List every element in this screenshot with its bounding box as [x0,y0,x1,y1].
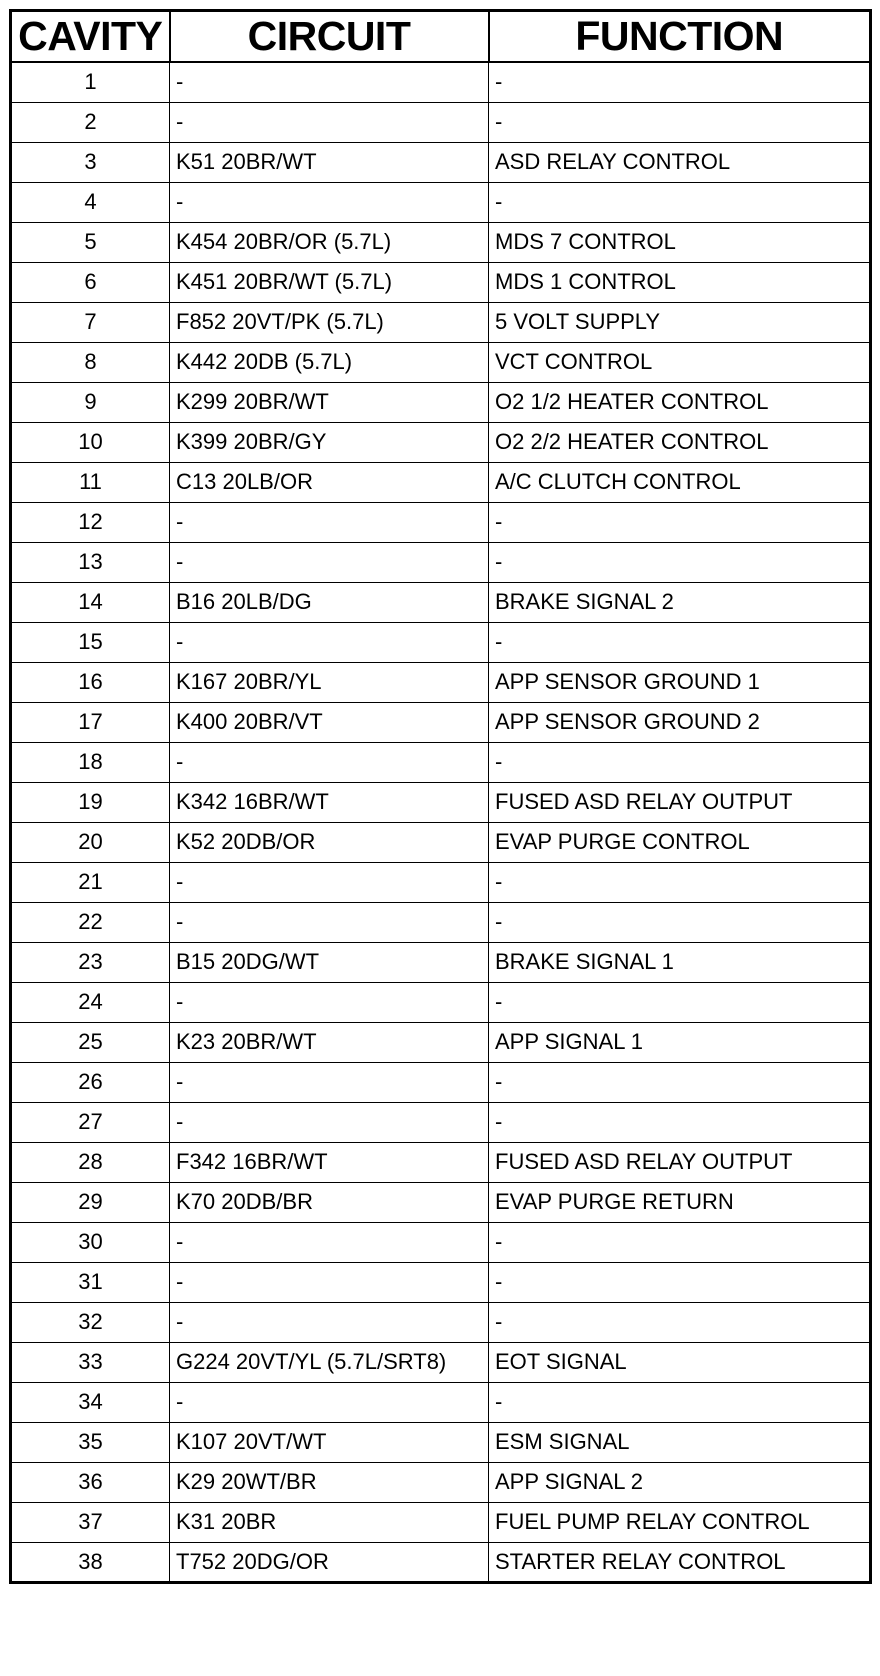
cavity-cell: 18 [11,742,170,782]
table-row [11,142,871,182]
cavity-cell: 35 [11,1422,170,1462]
function-cell: - [489,62,871,102]
table-header [11,11,871,63]
function-cell: - [489,182,871,222]
circuit-cell: K31 20BR [170,1502,489,1542]
function-cell: MDS 7 CONTROL [489,222,871,262]
table-row [11,1262,871,1302]
cavity-cell: 24 [11,982,170,1022]
function-cell: - [489,982,871,1022]
table-row [11,782,871,822]
circuit-cell: B15 20DG/WT [170,942,489,982]
table-row [11,502,871,542]
cavity-cell: 2 [11,102,170,142]
cavity-cell: 19 [11,782,170,822]
table-row [11,62,871,102]
table-row [11,1222,871,1262]
circuit-cell: - [170,1382,489,1422]
cavity-cell: 12 [11,502,170,542]
function-cell: - [489,1262,871,1302]
table-row [11,1022,871,1062]
function-cell: - [489,102,871,142]
function-cell: FUSED ASD RELAY OUTPUT [489,782,871,822]
header-row [11,11,871,63]
circuit-cell: - [170,182,489,222]
function-cell: - [489,1102,871,1142]
table-row [11,422,871,462]
cavity-cell: 9 [11,382,170,422]
circuit-cell: - [170,862,489,902]
function-cell: - [489,1222,871,1262]
function-cell: EOT SIGNAL [489,1342,871,1382]
cavity-cell: 26 [11,1062,170,1102]
circuit-cell: - [170,62,489,102]
table-row [11,182,871,222]
circuit-cell: - [170,742,489,782]
cavity-cell: 11 [11,462,170,502]
connector-pinout-sheet [9,9,869,1584]
function-cell: STARTER RELAY CONTROL [489,1542,871,1582]
function-cell: - [489,862,871,902]
function-cell: - [489,502,871,542]
circuit-cell: F852 20VT/PK (5.7L) [170,302,489,342]
function-cell: APP SENSOR GROUND 2 [489,702,871,742]
cavity-cell: 3 [11,142,170,182]
circuit-cell: K454 20BR/OR (5.7L) [170,222,489,262]
cavity-cell: 10 [11,422,170,462]
cavity-cell: 20 [11,822,170,862]
cavity-cell: 31 [11,1262,170,1302]
table-row [11,1382,871,1422]
circuit-cell: K399 20BR/GY [170,422,489,462]
table-row [11,662,871,702]
circuit-cell: - [170,622,489,662]
table-row [11,742,871,782]
function-cell: 5 VOLT SUPPLY [489,302,871,342]
table-row [11,902,871,942]
function-cell: APP SENSOR GROUND 1 [489,662,871,702]
circuit-cell: - [170,542,489,582]
function-cell: ASD RELAY CONTROL [489,142,871,182]
table-row [11,342,871,382]
header-function: FUNCTION [489,11,871,63]
function-cell: O2 2/2 HEATER CONTROL [489,422,871,462]
function-cell: - [489,542,871,582]
cavity-cell: 5 [11,222,170,262]
cavity-cell: 23 [11,942,170,982]
circuit-cell: K451 20BR/WT (5.7L) [170,262,489,302]
circuit-cell: K107 20VT/WT [170,1422,489,1462]
circuit-cell: - [170,1102,489,1142]
cavity-cell: 21 [11,862,170,902]
cavity-cell: 16 [11,662,170,702]
circuit-cell: K52 20DB/OR [170,822,489,862]
circuit-cell: C13 20LB/OR [170,462,489,502]
function-cell: EVAP PURGE CONTROL [489,822,871,862]
table-row [11,1182,871,1222]
header-circuit: CIRCUIT [170,11,489,63]
function-cell: - [489,622,871,662]
table-row [11,462,871,502]
circuit-cell: K23 20BR/WT [170,1022,489,1062]
cavity-cell: 27 [11,1102,170,1142]
circuit-cell: K299 20BR/WT [170,382,489,422]
circuit-cell: - [170,1062,489,1102]
function-cell: A/C CLUTCH CONTROL [489,462,871,502]
circuit-cell: F342 16BR/WT [170,1142,489,1182]
table-row [11,1102,871,1142]
function-cell: - [489,1062,871,1102]
cavity-cell: 30 [11,1222,170,1262]
table-row [11,542,871,582]
table-row [11,1502,871,1542]
table-row [11,1142,871,1182]
cavity-cell: 7 [11,302,170,342]
cavity-cell: 28 [11,1142,170,1182]
table-row [11,822,871,862]
cavity-cell: 38 [11,1542,170,1582]
circuit-cell: K342 16BR/WT [170,782,489,822]
cavity-cell: 22 [11,902,170,942]
function-cell: FUSED ASD RELAY OUTPUT [489,1142,871,1182]
table-row [11,622,871,662]
function-cell: O2 1/2 HEATER CONTROL [489,382,871,422]
cavity-cell: 33 [11,1342,170,1382]
table-body [11,62,871,1582]
function-cell: VCT CONTROL [489,342,871,382]
function-cell: MDS 1 CONTROL [489,262,871,302]
circuit-cell: - [170,1302,489,1342]
table-row [11,702,871,742]
function-cell: - [489,742,871,782]
table-row [11,262,871,302]
cavity-cell: 37 [11,1502,170,1542]
circuit-cell: T752 20DG/OR [170,1542,489,1582]
circuit-cell: - [170,982,489,1022]
cavity-cell: 8 [11,342,170,382]
table-row [11,382,871,422]
pinout-table [9,9,872,1584]
cavity-cell: 17 [11,702,170,742]
cavity-cell: 4 [11,182,170,222]
table-row [11,302,871,342]
cavity-cell: 32 [11,1302,170,1342]
function-cell: ESM SIGNAL [489,1422,871,1462]
circuit-cell: - [170,102,489,142]
circuit-cell: - [170,902,489,942]
cavity-cell: 34 [11,1382,170,1422]
table-row [11,1422,871,1462]
circuit-cell: - [170,502,489,542]
function-cell: - [489,1382,871,1422]
function-cell: BRAKE SIGNAL 1 [489,942,871,982]
cavity-cell: 6 [11,262,170,302]
function-cell: BRAKE SIGNAL 2 [489,582,871,622]
table-row [11,102,871,142]
table-row [11,942,871,982]
function-cell: - [489,1302,871,1342]
circuit-cell: K29 20WT/BR [170,1462,489,1502]
circuit-cell: G224 20VT/YL (5.7L/SRT8) [170,1342,489,1382]
cavity-cell: 15 [11,622,170,662]
circuit-cell: - [170,1262,489,1302]
function-cell: APP SIGNAL 1 [489,1022,871,1062]
table-row [11,222,871,262]
header-cavity: CAVITY [11,11,170,63]
table-row [11,1342,871,1382]
circuit-cell: - [170,1222,489,1262]
cavity-cell: 25 [11,1022,170,1062]
circuit-cell: B16 20LB/DG [170,582,489,622]
cavity-cell: 14 [11,582,170,622]
circuit-cell: K51 20BR/WT [170,142,489,182]
cavity-cell: 29 [11,1182,170,1222]
circuit-cell: K442 20DB (5.7L) [170,342,489,382]
table-row [11,982,871,1022]
function-cell: - [489,902,871,942]
table-row [11,1542,871,1582]
circuit-cell: K70 20DB/BR [170,1182,489,1222]
cavity-cell: 1 [11,62,170,102]
table-row [11,1062,871,1102]
circuit-cell: K400 20BR/VT [170,702,489,742]
table-row [11,582,871,622]
table-row [11,1302,871,1342]
table-row [11,1462,871,1502]
function-cell: FUEL PUMP RELAY CONTROL [489,1502,871,1542]
function-cell: APP SIGNAL 2 [489,1462,871,1502]
cavity-cell: 36 [11,1462,170,1502]
function-cell: EVAP PURGE RETURN [489,1182,871,1222]
circuit-cell: K167 20BR/YL [170,662,489,702]
table-row [11,862,871,902]
cavity-cell: 13 [11,542,170,582]
